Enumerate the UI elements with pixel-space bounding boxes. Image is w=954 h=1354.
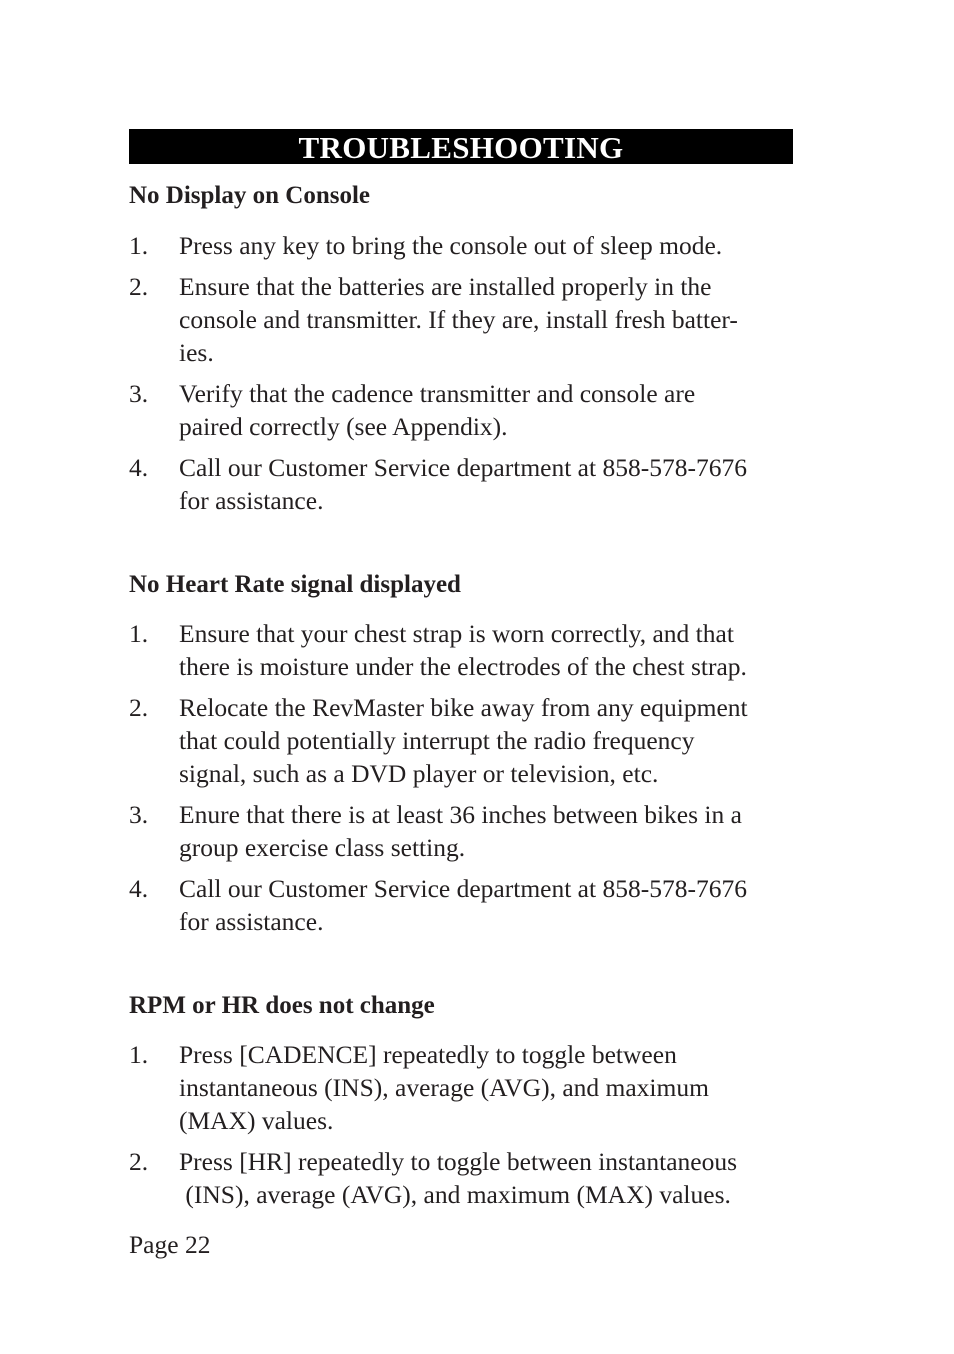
list-item <box>129 798 793 864</box>
list-item <box>129 451 793 517</box>
steps-list-no-display <box>129 229 793 517</box>
item-text-line: Ensure that your chest strap is worn correctly, and that <box>179 619 734 648</box>
list-item <box>129 617 793 683</box>
item-text-line: there is moisture under the electrodes of the chest strap. <box>179 652 747 681</box>
item-text-line: paired correctly (see Appendix). <box>179 412 508 441</box>
item-number: 1. <box>129 619 149 648</box>
list-item <box>129 1145 793 1211</box>
item-number: 2. <box>129 693 149 722</box>
item-text-line: signal, such as a DVD player or television, etc. <box>179 759 659 788</box>
item-text-line: for assistance. <box>179 907 324 936</box>
item-number: 3. <box>129 800 149 829</box>
item-text-line: for assistance. <box>179 486 324 515</box>
item-number: 4. <box>129 874 149 903</box>
list-item <box>129 1038 793 1137</box>
list-item <box>129 270 793 369</box>
item-number: 1. <box>129 1040 149 1069</box>
list-item <box>129 691 793 790</box>
item-text-line: Call our Customer Service department at 858-578-7676 <box>179 874 747 903</box>
list-item <box>129 377 793 443</box>
item-text-line: console and transmitter. If they are, install fresh batter- <box>179 305 738 334</box>
item-text-line: Verify that the cadence transmitter and console are <box>179 379 696 408</box>
item-text-line: ies. <box>179 338 214 367</box>
manual-page <box>129 129 793 1211</box>
steps-list-rpm-hr <box>129 1038 793 1211</box>
item-text-line: Ensure that the batteries are installed properly in the <box>179 272 712 301</box>
item-text-line: Relocate the RevMaster bike away from any equipment <box>179 693 748 722</box>
item-text-line: Enure that there is at least 36 inches between bikes in a <box>179 800 742 829</box>
item-text-line: that could potentially interrupt the radio frequency <box>179 726 695 755</box>
section-title-no-heart-rate: No Heart Rate signal displayed <box>129 571 461 598</box>
item-text-line: (INS), average (AVG), and maximum (MAX) values. <box>179 1180 731 1209</box>
section-banner: TROUBLESHOOTING <box>129 129 793 164</box>
item-text-line: Call our Customer Service department at 858-578-7676 <box>179 453 747 482</box>
item-number: 1. <box>129 231 149 260</box>
item-text-line: Press [HR] repeatedly to toggle between instantaneous <box>179 1147 738 1176</box>
item-number: 4. <box>129 453 149 482</box>
section-title-rpm-hr: RPM or HR does not change <box>129 992 435 1019</box>
item-text-line: Press [CADENCE] repeatedly to toggle between <box>179 1040 677 1069</box>
steps-list-no-heart-rate <box>129 617 793 938</box>
item-text-line: (MAX) values. <box>179 1106 334 1135</box>
item-number: 2. <box>129 272 149 301</box>
item-text-line: Press any key to bring the console out of sleep mode. <box>179 231 723 260</box>
item-number: 2. <box>129 1147 149 1176</box>
section-title-no-display: No Display on Console <box>129 182 371 209</box>
list-item <box>129 872 793 938</box>
page-number: Page 22 <box>129 1230 211 1259</box>
list-item <box>129 229 793 262</box>
item-text-line: instantaneous (INS), average (AVG), and maximum <box>179 1073 709 1102</box>
item-number: 3. <box>129 379 149 408</box>
item-text-line: group exercise class setting. <box>179 833 466 862</box>
